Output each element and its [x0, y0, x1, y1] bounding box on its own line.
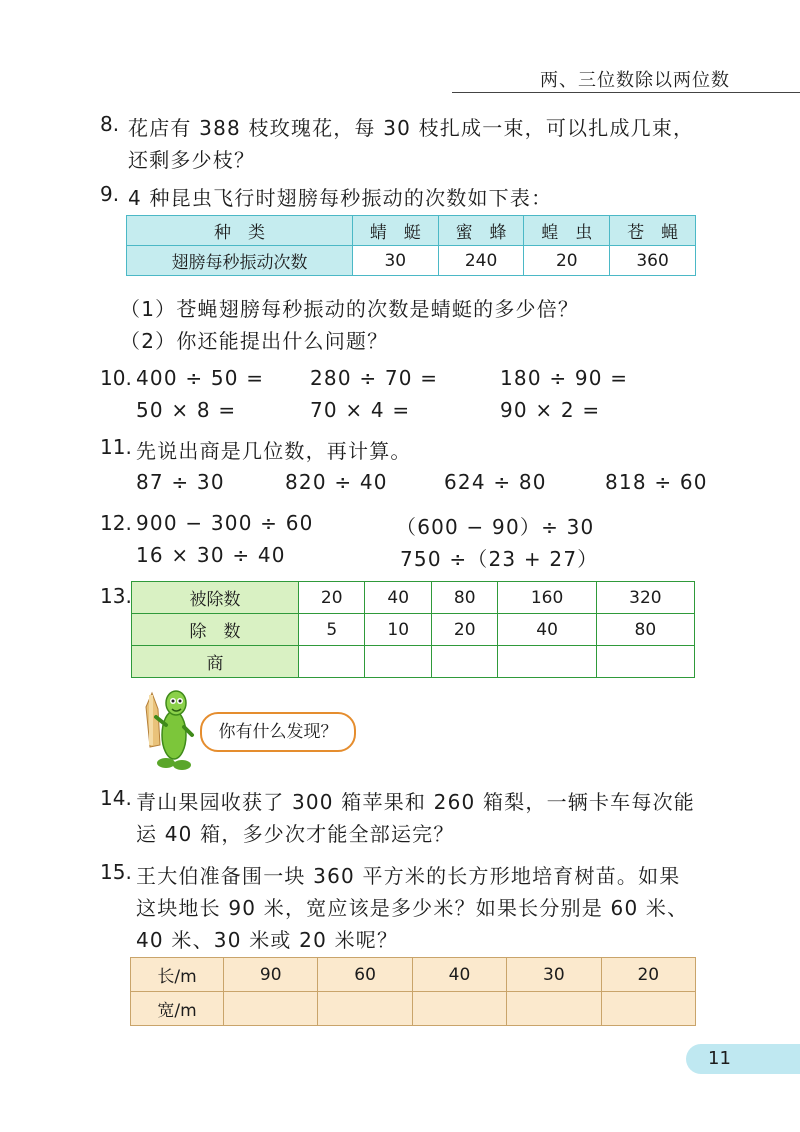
table-cell: 320: [596, 582, 694, 614]
section-title: 两、三位数除以两位数: [540, 70, 730, 91]
problem-15-number: 15.: [100, 860, 132, 884]
expression: 280 ÷ 70 =: [310, 366, 439, 390]
table-row-label: 长/m: [131, 958, 224, 992]
table-row-label: 被除数: [132, 582, 299, 614]
table-cell: 40: [498, 614, 596, 646]
table-cell: 20: [299, 582, 365, 614]
speech-bubble: [200, 712, 356, 752]
problem-14-line-2: 运 40 箱，多少次才能全部运完？: [136, 822, 455, 846]
problem-15-line-3: 40 米、30 米或 20 米呢？: [136, 928, 399, 952]
expression: 750 ÷（23 + 27）: [400, 547, 599, 571]
expression: 87 ÷ 30: [136, 470, 225, 494]
problem-8-line-2: 还剩多少枝？: [128, 148, 256, 172]
problem-9-number: 9.: [100, 182, 120, 206]
table-cell: 20: [601, 958, 695, 992]
expression: 820 ÷ 40: [285, 470, 388, 494]
table-cell: 240: [438, 246, 524, 276]
table-header-cell: 蝗 虫: [524, 216, 610, 246]
page-number: 11: [708, 1048, 731, 1069]
division-table: [131, 581, 695, 678]
table-cell: 90: [224, 958, 318, 992]
table-cell: 5: [299, 614, 365, 646]
table-cell: 60: [318, 958, 412, 992]
table-cell: 160: [498, 582, 596, 614]
answer-cell: [365, 646, 431, 678]
expression: （600 − 90）÷ 30: [396, 515, 595, 539]
speech-text: 你有什么发现？: [218, 722, 338, 742]
answer-cell: [224, 992, 318, 1026]
table-cell: 80: [431, 582, 497, 614]
answer-cell: [412, 992, 506, 1026]
problem-11-number: 11.: [100, 435, 132, 459]
table-header-cell: 苍 蝇: [610, 216, 696, 246]
expression: 818 ÷ 60: [605, 470, 708, 494]
table-header-cell: 蜻 蜓: [352, 216, 438, 246]
answer-cell: [596, 646, 694, 678]
answer-cell: [601, 992, 695, 1026]
problem-13-number: 13.: [100, 584, 132, 608]
answer-cell: [507, 992, 601, 1026]
expression: 180 ÷ 90 =: [500, 366, 629, 390]
problem-9-intro: 4 种昆虫飞行时翅膀每秒振动的次数如下表：: [128, 186, 553, 210]
insect-table: [126, 215, 696, 276]
problem-12-number: 12.: [100, 511, 132, 535]
problem-11-instruction: 先说出商是几位数，再计算。: [136, 439, 412, 463]
table-cell: 30: [352, 246, 438, 276]
expression: 400 ÷ 50 =: [136, 366, 265, 390]
expression: 50 × 8 =: [136, 398, 237, 422]
expression: 90 × 2 =: [500, 398, 601, 422]
problem-9-question-2: （2）你还能提出什么问题？: [120, 329, 389, 353]
table-cell: 80: [596, 614, 694, 646]
table-cell: 40: [412, 958, 506, 992]
table-header-cell: 种 类: [127, 216, 353, 246]
table-cell: 20: [524, 246, 610, 276]
table-cell: 10: [365, 614, 431, 646]
expression: 16 × 30 ÷ 40: [136, 543, 286, 567]
answer-cell: [498, 646, 596, 678]
mascot-pea-icon: [140, 685, 200, 771]
expression: 900 − 300 ÷ 60: [136, 511, 314, 535]
header-rule: [452, 92, 800, 93]
table-row-label: 商: [132, 646, 299, 678]
table-row-label: 翅膀每秒振动次数: [127, 246, 353, 276]
expression: 624 ÷ 80: [444, 470, 547, 494]
problem-14-number: 14.: [100, 786, 132, 810]
table-cell: 20: [431, 614, 497, 646]
table-cell: 40: [365, 582, 431, 614]
answer-cell: [318, 992, 412, 1026]
table-row-label: 宽/m: [131, 992, 224, 1026]
table-header-cell: 蜜 蜂: [438, 216, 524, 246]
problem-8-line-1: 花店有 388 枝玫瑰花，每 30 枝扎成一束，可以扎成几束，: [128, 116, 695, 140]
problem-9-question-1: （1）苍蝇翅膀每秒振动的次数是蜻蜓的多少倍？: [120, 297, 580, 321]
table-cell: 30: [507, 958, 601, 992]
answer-cell: [299, 646, 365, 678]
page-number-tab: [686, 1044, 800, 1074]
table-row-label: 除 数: [132, 614, 299, 646]
problem-15-line-2: 这块地长 90 米，宽应该是多少米？如果长分别是 60 米、: [136, 896, 689, 920]
table-cell: 360: [610, 246, 696, 276]
problem-15-line-1: 王大伯准备围一块 360 平方米的长方形地培育树苗。如果: [136, 864, 681, 888]
problem-10-number: 10.: [100, 366, 132, 390]
rectangle-table: [130, 957, 696, 1026]
problem-8-number: 8.: [100, 112, 120, 136]
expression: 70 × 4 =: [310, 398, 411, 422]
problem-14-line-1: 青山果园收获了 300 箱苹果和 260 箱梨，一辆卡车每次能: [136, 790, 695, 814]
answer-cell: [431, 646, 497, 678]
